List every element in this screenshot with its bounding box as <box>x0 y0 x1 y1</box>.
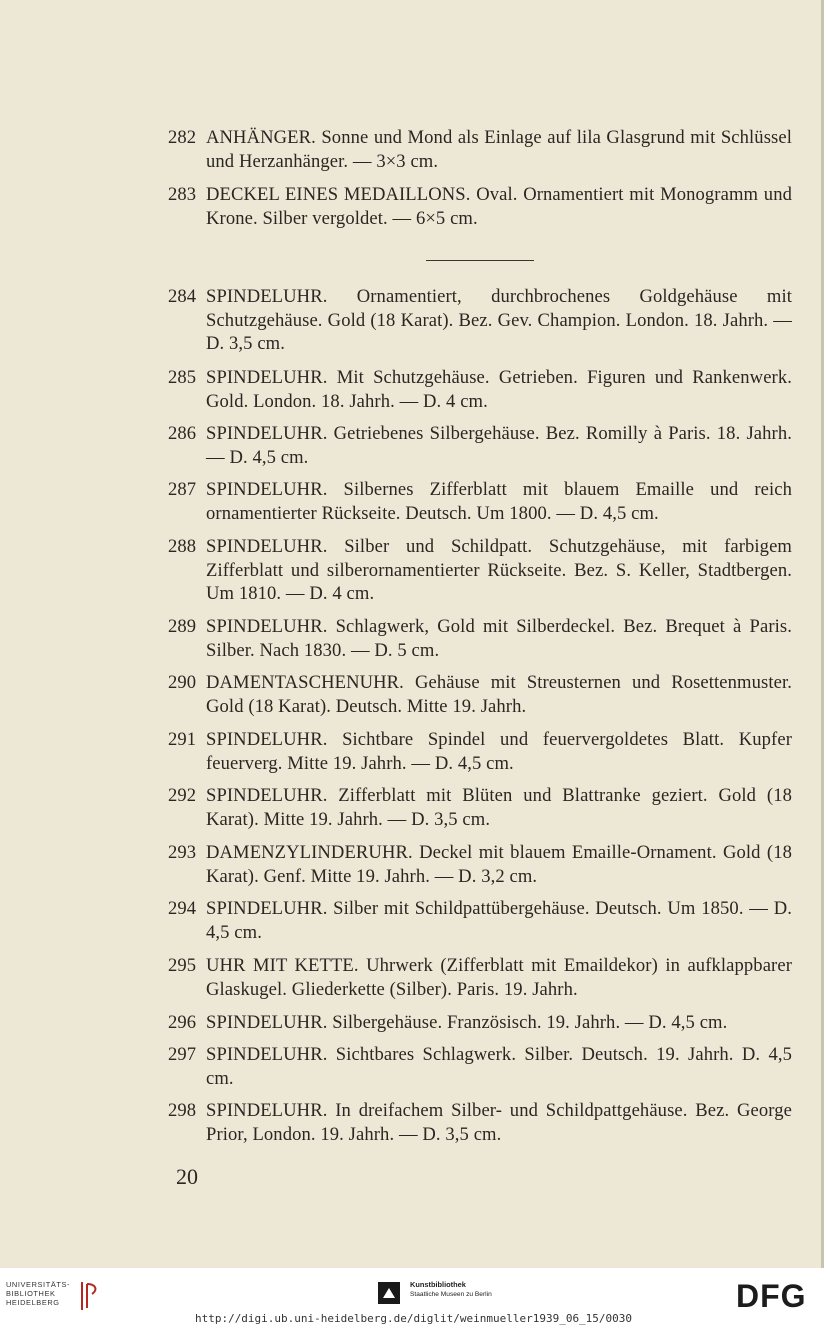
page-number: 20 <box>176 1164 198 1189</box>
entry-text: SPINDELUHR. In dreifachem Silber- und Schildpattgehäuse. Bez. George Prior, London. 19. Jahrh. — D. 3,5 cm. <box>206 1100 792 1145</box>
catalog-entry <box>168 1011 792 1035</box>
entry-number: 284 <box>168 286 197 307</box>
entry-text: SPINDELUHR. Zifferblatt mit Blüten und Blattranke geziert. Gold (18 Karat). Mitte 19. Jahrh. — D. 3,5 cm. <box>206 785 792 830</box>
entry-number: 291 <box>168 729 197 750</box>
entry-text: SPINDELUHR. Ornamentiert, durchbrochenes Goldgehäuse mit Schutzgehäuse. Gold (18 Karat). Bez. Gev. Champion. London. 18. Jahrh. — D. 3,5 cm. <box>206 286 792 355</box>
catalog-entry <box>168 183 792 230</box>
catalog-entry <box>168 285 792 356</box>
university-library-logo[interactable] <box>6 1280 102 1314</box>
entry-number: 285 <box>168 367 197 388</box>
entry-text: ANHÄNGER. Sonne und Mond als Einlage auf lila Glasgrund mit Schlüssel und Herzanhänger. — 3×3 cm. <box>206 127 792 172</box>
catalog-entry <box>168 1099 792 1146</box>
entry-number: 289 <box>168 616 197 637</box>
dfg-logo[interactable]: DFG <box>736 1278 807 1314</box>
catalog-entry <box>168 784 792 831</box>
entry-text: SPINDELUHR. Sichtbare Spindel und feuervergoldetes Blatt. Kupfer feuerverg. Mitte 19. Jahrh. — D. 4,5 cm. <box>206 729 792 774</box>
source-url[interactable]: http://digi.ub.uni-heidelberg.de/diglit/weinmueller1939_06_15/0030 <box>194 1312 633 1325</box>
entry-text: SPINDELUHR. Silber mit Schildpattübergehäuse. Deutsch. Um 1850. — D. 4,5 cm. <box>206 898 792 943</box>
entry-number: 287 <box>168 479 197 500</box>
entry-text: SPINDELUHR. Schlagwerk, Gold mit Silberdeckel. Bez. Brequet à Paris. Silber. Nach 1830. — D. 5 cm. <box>206 616 792 661</box>
entry-number: 283 <box>168 184 197 205</box>
catalog-entry <box>168 126 792 173</box>
catalog-entry <box>168 728 792 775</box>
catalog-entry <box>168 422 792 469</box>
catalog-entry <box>168 366 792 413</box>
catalog-entry <box>168 615 792 662</box>
entry-text: UHR MIT KETTE. Uhrwerk (Zifferblatt mit Emaildekor) in aufklappbarer Glaskugel. Gliederkette (Silber). Paris. 19. Jahrh. <box>206 955 792 1000</box>
kunstbibliothek-subtitle: Staatliche Museen zu Berlin <box>410 1291 492 1298</box>
catalog-entry <box>168 841 792 888</box>
entry-text: SPINDELUHR. Silber und Schildpatt. Schutzgehäuse, mit farbigem Zifferblatt und silberornamentierter Rückseite. Bez. S. Keller, Stadtbergen. Um 1810. — D. 4 cm. <box>206 536 792 605</box>
entry-number: 293 <box>168 842 197 863</box>
entry-text: DAMENZYLINDERUHR. Deckel mit blauem Emaille-Ornament. Gold (18 Karat). Genf. Mitte 19. Jahrh. — D. 3,2 cm. <box>206 842 792 887</box>
entry-text: DAMENTASCHENUHR. Gehäuse mit Streusternen und Rosettenmuster. Gold (18 Karat). Deutsch. Mitte 19. Jahrh. <box>206 672 792 717</box>
kunstbibliothek-title: Kunstbibliothek <box>410 1280 466 1289</box>
catalog-entry <box>168 954 792 1001</box>
catalog-entry <box>168 671 792 718</box>
entry-number: 286 <box>168 423 197 444</box>
entry-number: 288 <box>168 536 197 557</box>
entry-number: 296 <box>168 1012 197 1033</box>
entry-text: DECKEL EINES MEDAILLONS. Oval. Ornamentiert mit Monogramm und Krone. Silber vergoldet. — 6×5 cm. <box>206 184 792 229</box>
entry-text: SPINDELUHR. Silbergehäuse. Französisch. 19. Jahrh. — D. 4,5 cm. <box>206 1012 728 1033</box>
entry-number: 298 <box>168 1100 197 1121</box>
entry-number: 292 <box>168 785 197 806</box>
entry-text: SPINDELUHR. Sichtbares Schlagwerk. Silber. Deutsch. 19. Jahrh. D. 4,5 cm. <box>206 1044 792 1089</box>
entry-number: 295 <box>168 955 197 976</box>
kunstbibliothek-logo[interactable] <box>378 1280 518 1306</box>
catalog-entry <box>168 897 792 944</box>
catalog-entry <box>168 478 792 525</box>
catalog-entry <box>168 535 792 606</box>
entry-number: 282 <box>168 127 197 148</box>
digitization-footer <box>0 1268 827 1329</box>
entry-number: 294 <box>168 898 197 919</box>
kunstbibliothek-emblem-icon <box>378 1282 400 1304</box>
entry-text: SPINDELUHR. Silbernes Zifferblatt mit blauem Emaille und reich ornamentierter Rückseite. Deutsch. Um 1800. — D. 4,5 cm. <box>206 479 792 524</box>
entry-text: SPINDELUHR. Mit Schutzgehäuse. Getrieben. Figuren und Rankenwerk. Gold. London. 18. Jahrh. — D. 4 cm. <box>206 367 792 412</box>
entry-number: 297 <box>168 1044 197 1065</box>
catalog-entry <box>168 1043 792 1090</box>
entry-number: 290 <box>168 672 197 693</box>
library-emblem-icon <box>76 1280 102 1312</box>
university-library-name: UNIVERSITÄTS- BIBLIOTHEK HEIDELBERG <box>6 1280 71 1307</box>
section-divider <box>426 260 534 261</box>
entry-text: SPINDELUHR. Getriebenes Silbergehäuse. Bez. Romilly à Paris. 18. Jahrh. — D. 4,5 cm. <box>206 423 792 468</box>
